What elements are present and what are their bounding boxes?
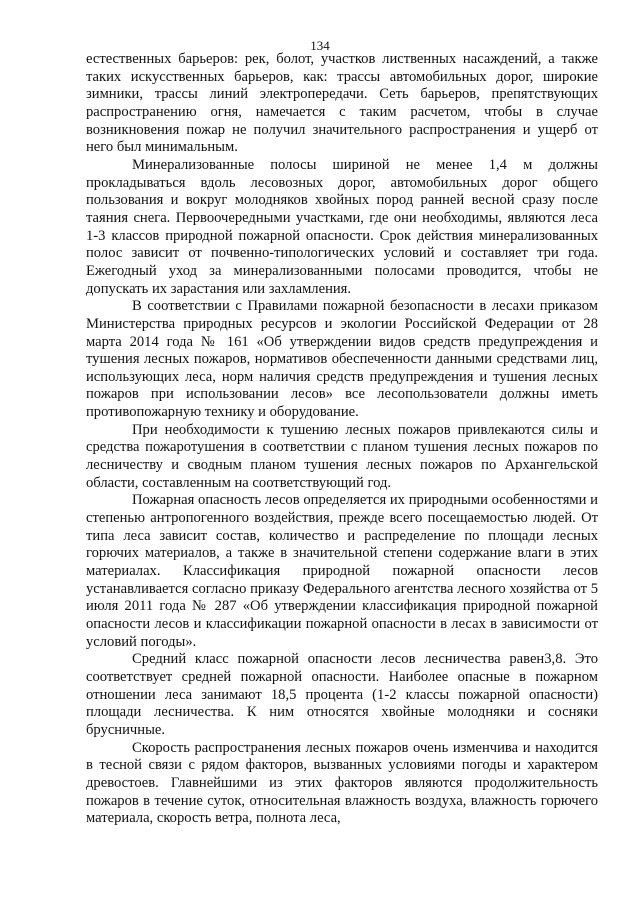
paragraph-fire-hazard: Пожарная опасность лесов определяется их природными особенностями и степенью антропогенного воздействия, прежде всего посещаемостью людей. От типа леса зависит состав, количество и распределение по площади лесных горючих материалов, а также в значительной степени содержание влаги в этих материалах. Классификация природной пожарной опасности лесов устанавливается согласно приказу Федерального агентства лесного хозяйства от 5 июля 2011 года № 287 «Об утверждении классификация природной пожарной опасности лесов и классификации пожарной опасности в лесах в зависимости от условий погоды».: [86, 492, 598, 650]
paragraph-mineralized-strips: Минерализованные полосы шириной не менее 1,4 м должны прокладываться вдоль лесовозных дорог, автомобильных дорог общего пользования и вокруг молодняков хвойных пород ранней весной сразу после таяния снега. Первоочередными участками, где они необходимы, являются леса 1-3 классов природной пожарной опасности. Срок действия минерализованных полос зависит от почвенно-типологических условий и составляет три года. Ежегодный уход за минерализованными полосами проводится, чтобы не допускать их зарастания или захламления.: [86, 156, 598, 297]
page-number: 134: [310, 38, 330, 53]
paragraph-fire-safety-rules: В соответствии с Правилами пожарной безопасности в лесахи приказом Министерства природных ресурсов и экологии Российской Федерации от 28 марта 2014 года № 161 «Об утверждении видов средств предупреждения и тушения лесных пожаров, нормативов обеспеченности данными средствами лиц, использующих леса, норм наличия средств предупреждения и тушения лесных пожаров при использовании лесов» все лесопользователи должны иметь противопожарную технику и оборудование.: [86, 298, 598, 421]
paragraph-average-class: Средний класс пожарной опасности лесов лесничества равен3,8. Это соответствует средней пожарной опасности. Наиболее опасные в пожарном отношении леса занимают 18,5 процента (1-2 классы пожарной опасности) площади лесничества. К ним относятся хвойные молодняки и сосняки брусничные.: [86, 651, 598, 738]
document-body: [86, 51, 598, 828]
paragraph-barriers: естественных барьеров: рек, болот, участков лиственных насаждений, а также таких искусственных барьеров, как: трассы автомобильных дорог, широкие зимники, трассы линий электропередачи. Сеть барьеров, препятствующих распространению огня, намечается с таким расчетом, чтобы в случае возникновения пожар не получил значительного распространения и ущерб от него был минимальным.: [86, 51, 598, 156]
paragraph-firefighting-forces: При необходимости к тушению лесных пожаров привлекаются силы и средства пожаротушения в соответствии с планом тушения лесных пожаров по лесничеству и сводным планом тушения лесных пожаров по Архангельской области, составленным на соответствующий год.: [86, 421, 598, 491]
paragraph-spread-speed: Скорость распространения лесных пожаров очень изменчива и находится в тесной связи с рядом факторов, вызванных условиями погоды и характером древостоев. Главнейшими из этих факторов являются продолжительность пожаров в течение суток, относительная влажность воздуха, влажность горючего материала, скорость ветра, полнота леса,: [86, 739, 598, 827]
